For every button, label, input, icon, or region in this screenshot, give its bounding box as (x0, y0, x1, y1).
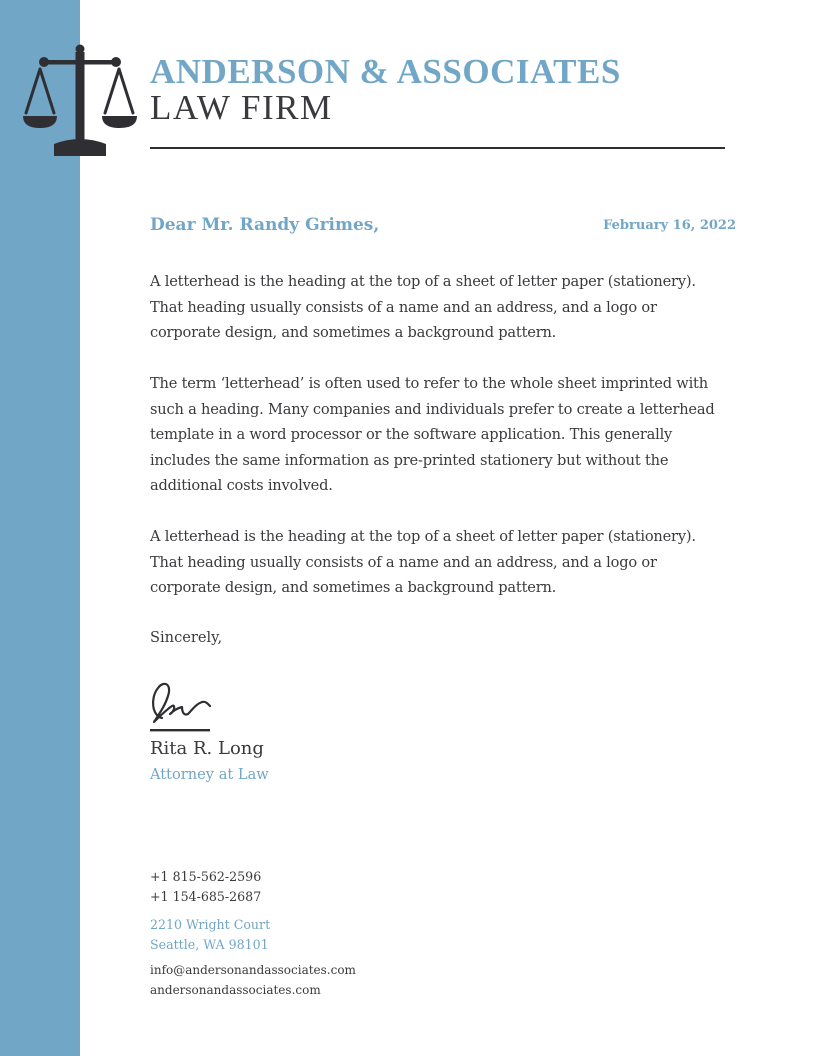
letter-date: February 16, 2022 (603, 218, 736, 233)
phone-number: +1 154-685-2687 (150, 889, 262, 904)
salutation: Dear Mr. Randy Grimes, (150, 215, 380, 235)
signer-title: Attorney at Law (150, 766, 269, 783)
phone-list (150, 867, 261, 907)
signer-name: Rita R. Long (150, 738, 264, 759)
web-contacts (150, 960, 356, 1000)
header-divider (150, 147, 725, 149)
closing: Sincerely, (150, 629, 223, 646)
phone-number: +1 815-562-2596 (150, 869, 262, 884)
body-paragraph-1: A letterhead is the heading at the top of a sheet of letter paper (stationery). That heading usually consists of a name and an address, and a logo or corporate design, and sometimes a background pattern. (150, 273, 696, 341)
email-address: info@andersonandassociates.com (150, 963, 356, 977)
website-url: andersonandassociates.com (150, 983, 321, 997)
body-paragraph-2: The term ‘letterhead’ is often used to refer to the whole sheet imprinted with such a heading. Many companies and individuals prefer to create a letterhead template in a word processor or the software application. This generally includes the same information as pre-printed stationery but without the additional costs involved. (150, 375, 715, 494)
handwritten-signature-icon (148, 676, 214, 734)
address-block (150, 915, 270, 955)
address-line: 2210 Wright Court (150, 917, 271, 932)
address-line: Seattle, WA 98101 (150, 937, 269, 952)
scales-of-justice-icon (20, 40, 140, 160)
body-paragraph-3: A letterhead is the heading at the top of a sheet of letter paper (stationery). That heading usually consists of a name and an address, and a logo or corporate design, and sometimes a background pattern. (150, 528, 696, 596)
firm-name: ANDERSON & ASSOCIATES (150, 52, 621, 91)
firm-type: LAW FIRM (150, 88, 333, 127)
